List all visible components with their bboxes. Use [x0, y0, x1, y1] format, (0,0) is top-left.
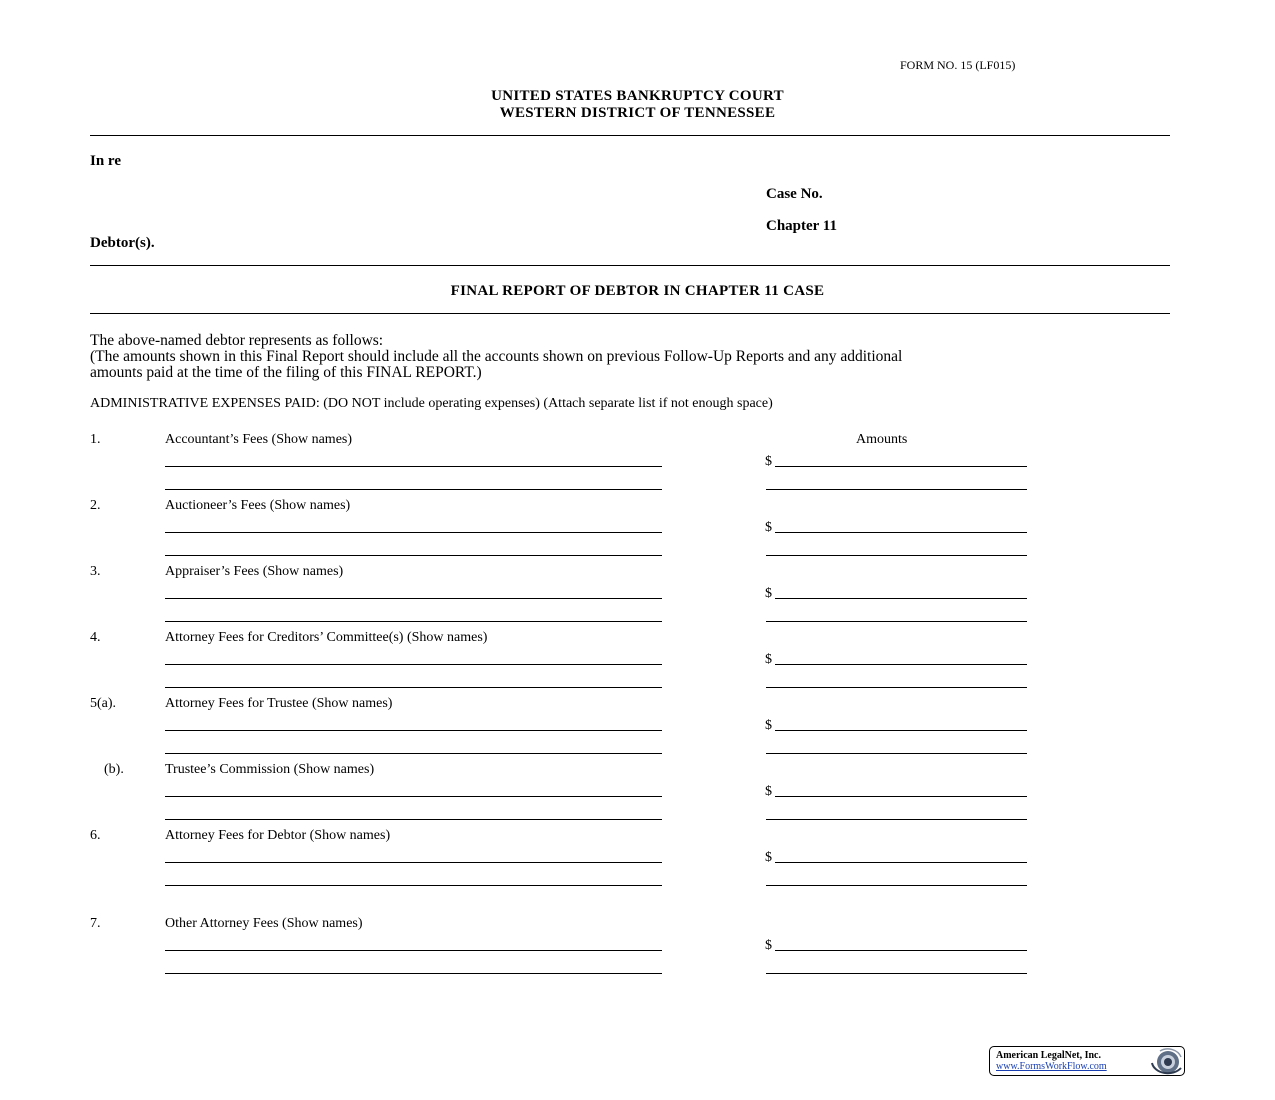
- name-entry-line[interactable]: [165, 730, 662, 731]
- globe-icon: [1148, 1048, 1182, 1075]
- page-title: FINAL REPORT OF DEBTOR IN CHAPTER 11 CASE: [450, 283, 825, 299]
- item-number: 4.: [90, 630, 101, 645]
- name-entry-line[interactable]: [165, 664, 662, 665]
- name-entry-line[interactable]: [165, 466, 662, 467]
- amount-entry-line[interactable]: [775, 466, 1027, 467]
- publisher-logo: [989, 1046, 1185, 1076]
- amount-entry-line[interactable]: [766, 621, 1027, 622]
- divider: [90, 265, 1170, 266]
- dollar-sign: $: [765, 938, 772, 953]
- item-number: 2.: [90, 498, 101, 513]
- amount-entry-line[interactable]: [766, 973, 1027, 974]
- dollar-sign: $: [765, 718, 772, 733]
- amount-entry-line[interactable]: [775, 862, 1027, 863]
- amount-entry-line[interactable]: [775, 730, 1027, 731]
- dollar-sign: $: [765, 652, 772, 667]
- intro-line: (The amounts shown in this Final Report should include all the accounts shown on previous Follow-Up Reports and any additional: [90, 348, 903, 365]
- amount-entry-line[interactable]: [775, 664, 1027, 665]
- item-title: Accountant’s Fees (Show names): [165, 432, 353, 447]
- amount-entry-line[interactable]: [766, 819, 1027, 820]
- intro-line: amounts paid at the time of the filing of this FINAL REPORT.): [90, 364, 482, 381]
- name-entry-line[interactable]: [165, 950, 662, 951]
- item-number: (b).: [104, 762, 124, 777]
- name-entry-line[interactable]: [165, 753, 662, 754]
- name-entry-line[interactable]: [165, 885, 662, 886]
- name-entry-line[interactable]: [165, 687, 662, 688]
- item-title: Attorney Fees for Creditors’ Committee(s) (Show names): [165, 630, 488, 645]
- form-number: FORM NO. 15 (LF015): [900, 58, 1016, 72]
- item-number: 6.: [90, 828, 101, 843]
- publisher-link[interactable]: www.FormsWorkFlow.com: [996, 1061, 1107, 1072]
- amount-entry-line[interactable]: [766, 753, 1027, 754]
- dollar-sign: $: [765, 520, 772, 535]
- name-entry-line[interactable]: [165, 621, 662, 622]
- name-entry-line[interactable]: [165, 598, 662, 599]
- amount-entry-line[interactable]: [766, 489, 1027, 490]
- dollar-sign: $: [765, 850, 772, 865]
- intro-line: The above-named debtor represents as follows:: [90, 332, 384, 349]
- amounts-header: Amounts: [856, 432, 908, 447]
- item-title: Attorney Fees for Debtor (Show names): [165, 828, 391, 843]
- amount-entry-line[interactable]: [775, 598, 1027, 599]
- debtors-label: Debtor(s).: [90, 235, 155, 251]
- name-entry-line[interactable]: [165, 973, 662, 974]
- name-entry-line[interactable]: [165, 489, 662, 490]
- item-title: Auctioneer’s Fees (Show names): [165, 498, 351, 513]
- court-district: WESTERN DISTRICT OF TENNESSEE: [499, 105, 776, 121]
- amount-entry-line[interactable]: [775, 796, 1027, 797]
- amount-entry-line[interactable]: [775, 950, 1027, 951]
- chapter-label: Chapter 11: [766, 218, 837, 234]
- amount-entry-line[interactable]: [766, 885, 1027, 886]
- divider: [90, 135, 1170, 136]
- name-entry-line[interactable]: [165, 555, 662, 556]
- item-number: 7.: [90, 916, 101, 931]
- dollar-sign: $: [765, 586, 772, 601]
- item-title: Attorney Fees for Trustee (Show names): [165, 696, 393, 711]
- item-title: Appraiser’s Fees (Show names): [165, 564, 344, 579]
- dollar-sign: $: [765, 784, 772, 799]
- amount-entry-line[interactable]: [766, 555, 1027, 556]
- amount-entry-line[interactable]: [766, 687, 1027, 688]
- item-title: Other Attorney Fees (Show names): [165, 916, 363, 931]
- dollar-sign: $: [765, 454, 772, 469]
- item-title: Trustee’s Commission (Show names): [165, 762, 375, 777]
- case-no-label: Case No.: [766, 186, 823, 202]
- publisher-name: American LegalNet, Inc.: [996, 1050, 1101, 1061]
- item-number: 5(a).: [90, 696, 117, 711]
- name-entry-line[interactable]: [165, 796, 662, 797]
- name-entry-line[interactable]: [165, 819, 662, 820]
- item-number: 3.: [90, 564, 101, 579]
- name-entry-line[interactable]: [165, 862, 662, 863]
- amount-entry-line[interactable]: [775, 532, 1027, 533]
- court-name: UNITED STATES BANKRUPTCY COURT: [491, 88, 784, 104]
- item-number: 1.: [90, 432, 101, 447]
- name-entry-line[interactable]: [165, 532, 662, 533]
- admin-expenses-heading: ADMINISTRATIVE EXPENSES PAID: (DO NOT include operating expenses) (Attach separate list if not enough space): [90, 396, 773, 411]
- in-re-label: In re: [90, 153, 121, 169]
- divider: [90, 313, 1170, 314]
